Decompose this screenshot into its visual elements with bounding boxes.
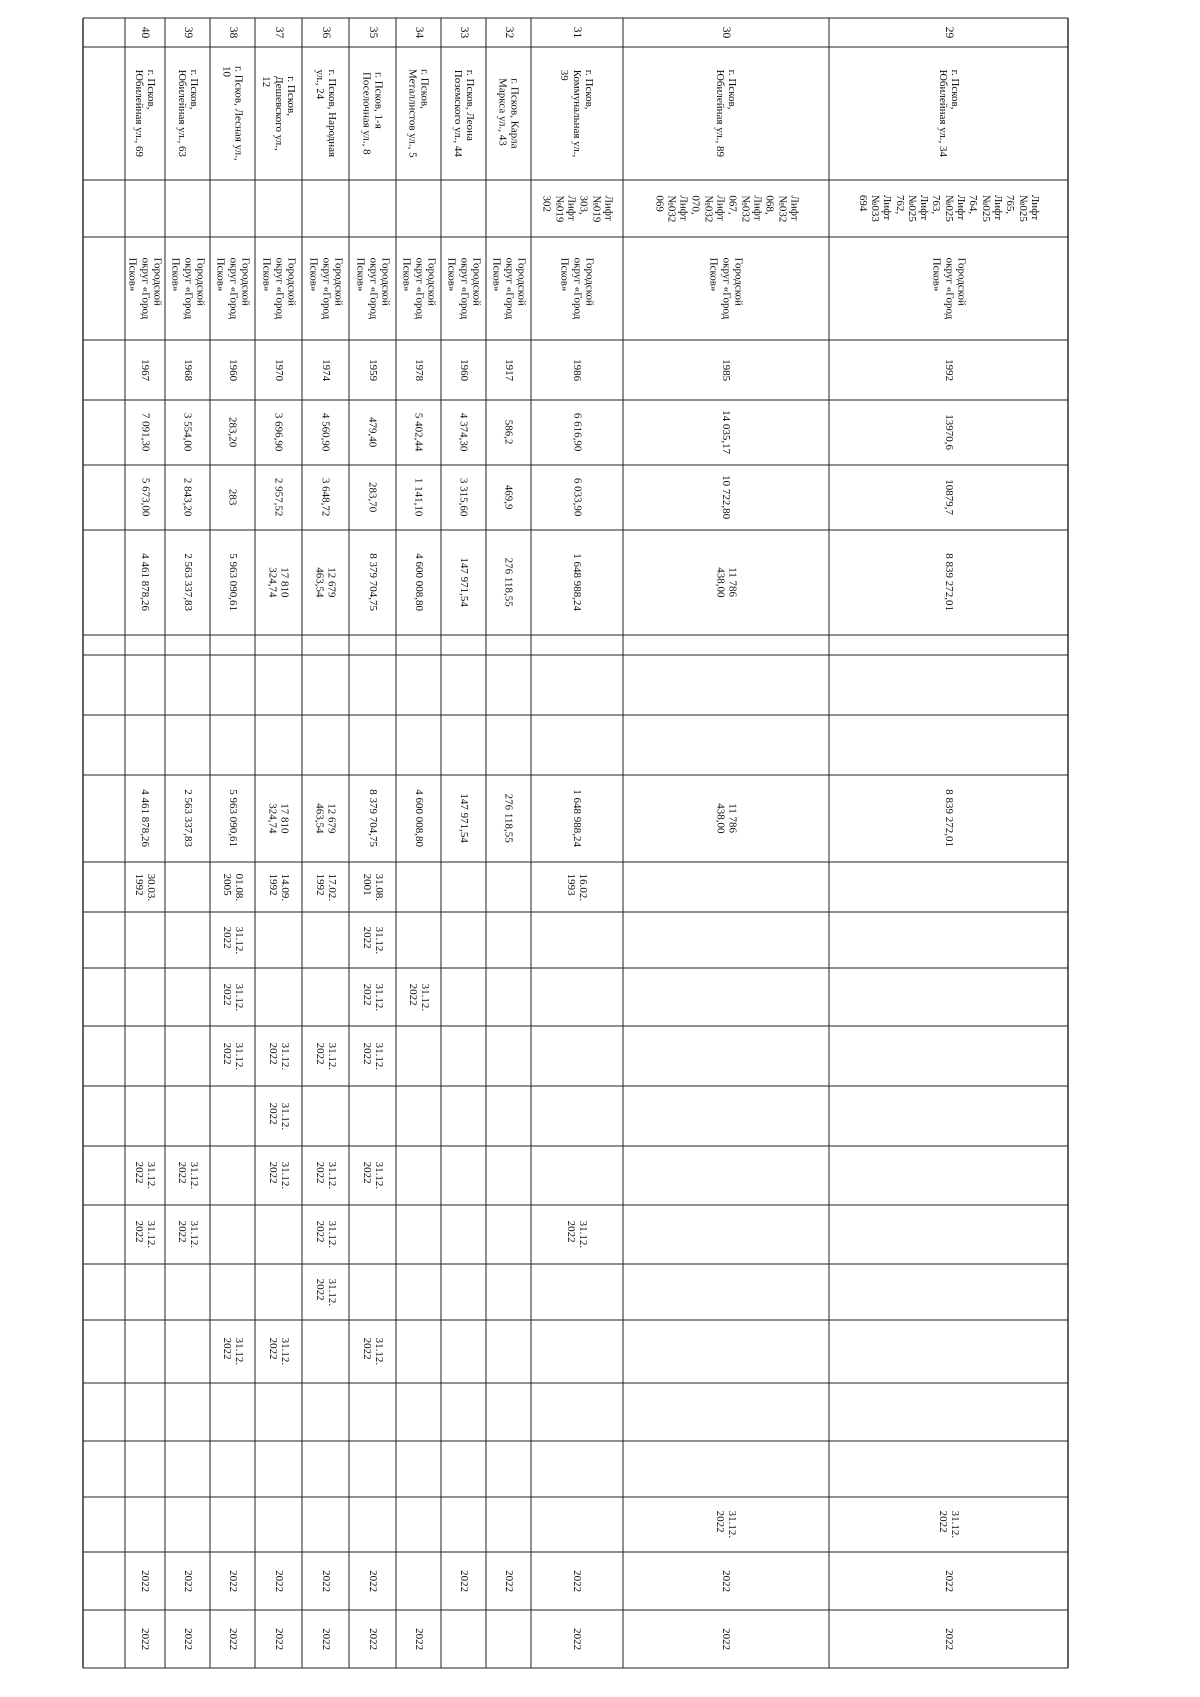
cell-text: 30.03. 1992 <box>133 873 158 901</box>
cell-text: 1 648 988,24 <box>571 553 584 612</box>
cell-text: 16.02. 1993 <box>565 873 590 901</box>
cell-text: 31.12. 2022 <box>266 1042 291 1070</box>
cell-text: 2022 <box>319 1570 332 1592</box>
cell-text: 147 971,54 <box>457 557 470 608</box>
cell-text: 10879,7 <box>942 479 955 516</box>
cell-text: 2 563 337,83 <box>181 789 194 848</box>
cell-text: г. Псков, Юбилейная ул., 69 <box>133 69 158 158</box>
cell-text: 31.12. 2022 <box>565 1220 590 1249</box>
cell-text: 34 <box>412 26 425 39</box>
cell-text: 3 696,90 <box>272 413 285 452</box>
cell-text: Городской округ «Город Псков» <box>400 257 437 320</box>
cell-text: 2022 <box>139 1570 152 1592</box>
cell-text: 2 843,20 <box>181 478 194 517</box>
cell-text: 14.09. 1992 <box>266 873 291 901</box>
cell-text: 35 <box>366 26 379 39</box>
cell-text: 31.12. 2022 <box>406 983 431 1011</box>
cell-text: 2022 <box>272 1628 285 1650</box>
cell-text: 8 839 272,01 <box>942 553 955 612</box>
cell-text: 7 091,30 <box>139 413 152 452</box>
cell-text: 31.08. 2001 <box>360 873 385 901</box>
cell-text: 3 315,60 <box>457 478 470 517</box>
cell-text: г. Псков, 1-я Поселочная ул., 8 <box>360 72 385 155</box>
cell-text: 5 963 090,61 <box>226 789 239 848</box>
cell-text: 276 118,55 <box>502 557 515 608</box>
cell-text: 12 679 463,54 <box>313 567 338 598</box>
cell-text: 2022 <box>571 1628 584 1650</box>
cell-text: 31.12. 2022 <box>220 1337 245 1366</box>
cell-text: 2022 <box>942 1628 955 1650</box>
cell-text: 31.12. 2022 <box>133 1220 158 1249</box>
cell-text: 1974 <box>319 359 332 381</box>
cell-text: 2022 <box>366 1570 379 1592</box>
cell-text: 2022 <box>181 1628 194 1650</box>
cell-text: 8 379 704,75 <box>366 789 379 848</box>
cell-text: г. Псков, Народная ул., 24 <box>313 69 338 158</box>
cell-text: 29 <box>942 26 955 39</box>
cell-text: 2022 <box>720 1628 733 1650</box>
cell-text: 31.12. 2022 <box>313 1278 338 1306</box>
cell-text: 1960 <box>226 359 239 381</box>
cell-text: 4 461 878,26 <box>139 553 152 612</box>
cell-text: 31.12. 2022 <box>313 1220 338 1249</box>
cell-text: 2022 <box>720 1570 733 1592</box>
cell-text: Городской округ «Город Псков» <box>126 257 164 320</box>
cell-text: Лифт №032 068, Лифт №032 067, Лифт №032 070, Лифт №032 069 <box>652 195 800 222</box>
cell-text: 5 402,44 <box>412 413 425 452</box>
cell-text: 13970,6 <box>942 414 955 451</box>
cell-text: Городской округ «Город Псков» <box>490 257 527 320</box>
cell-text: 4 600 008,80 <box>412 789 425 848</box>
cell-text: 31.12. 2022 <box>266 1337 291 1366</box>
cell-text: Городской округ «Город Псков» <box>445 257 482 320</box>
cell-text: 31.12. 2022 <box>220 926 245 954</box>
cell-text: 2022 <box>942 1570 955 1592</box>
cell-text: г. Псков, Лесная ул., 10 <box>220 66 245 161</box>
cell-text: 2022 <box>457 1570 470 1592</box>
cell-text: 36 <box>319 26 332 39</box>
cell-text: 2022 <box>272 1570 285 1592</box>
cell-text: 283 <box>226 489 239 506</box>
cell-text: Городской округ «Город Псков» <box>558 257 596 320</box>
cell-text: 2022 <box>502 1570 515 1592</box>
cell-text: 11 786 438,00 <box>714 803 739 834</box>
cell-text: Городской округ «Город Псков» <box>169 257 206 320</box>
cell-text: 2022 <box>181 1570 194 1592</box>
cell-text: 586,2 <box>502 420 515 445</box>
cell-text: 17.02. 1992 <box>313 873 338 901</box>
cell-text: Городской округ «Город Псков» <box>307 257 344 320</box>
cell-text: 1967 <box>139 359 152 381</box>
cell-text: 1986 <box>571 359 584 381</box>
cell-text: Городской округ «Город Псков» <box>707 257 745 320</box>
cell-text: 2022 <box>366 1628 379 1650</box>
cell-text: г. Псков, Леона Поземского ул., 44 <box>451 69 476 158</box>
cell-text: 31.12. 2022 <box>266 1161 291 1190</box>
cell-text: 1968 <box>181 359 194 381</box>
cell-text: 31.12. 2022 <box>313 1161 338 1190</box>
cell-text: 3 648,72 <box>319 478 332 517</box>
cell-text: 1970 <box>272 359 285 381</box>
cell-text: г. Псков, Юбилейная ул., 34 <box>936 69 961 158</box>
cell-text: г. Псков, Юбилейная ул., 63 <box>175 69 200 158</box>
cell-text: 31 <box>571 26 584 39</box>
cell-text: 2022 <box>226 1570 239 1592</box>
cell-text: 1985 <box>720 359 733 381</box>
cell-text: 283,20 <box>226 417 239 448</box>
cell-text: 1960 <box>457 359 470 381</box>
cell-text: г. Псков, Юбилейная ул., 89 <box>713 69 739 158</box>
cell-text: 4 600 008,80 <box>412 553 425 612</box>
cell-text: 31.12. 2022 <box>360 926 385 954</box>
cell-text: 5 963 090,61 <box>226 553 239 612</box>
cell-text: 31.12. 2022 <box>220 1042 245 1070</box>
cell-text: 1 648 988,24 <box>571 789 584 848</box>
cell-text: Лифт №019 303, Лифт №019 302 <box>540 195 614 222</box>
cell-text: 31.12. 2022 <box>266 1102 291 1130</box>
cell-text: Городской округ «Город Псков» <box>930 257 967 320</box>
cell-text: 3 554,00 <box>181 413 194 452</box>
cell-text: 2 563 337,83 <box>181 553 194 612</box>
cell-text: 283,70 <box>366 482 379 513</box>
cell-text: 2 957,52 <box>272 478 285 517</box>
cell-text: 31.12. 2022 <box>220 983 245 1011</box>
cell-text: 1 141,10 <box>412 478 425 517</box>
cell-text: 39 <box>181 26 194 39</box>
cell-text: 31.12. 2022 <box>714 1510 739 1539</box>
cell-text: г. Псков, Карла Маркса ул., 43 <box>496 78 521 149</box>
cell-text: 2022 <box>226 1628 239 1650</box>
cell-text: 4 374,30 <box>457 413 470 452</box>
cell-text: г. Псков, Коммунальная ул., 39 <box>558 69 596 158</box>
cell-text: 31.12. 2022 <box>360 1337 385 1366</box>
cell-text: 31.12. 2022 <box>313 1042 338 1070</box>
cell-text: 6 033,90 <box>571 478 584 517</box>
cell-text: 31.12. 2022 <box>133 1161 158 1190</box>
cell-text: 10 722,80 <box>720 475 733 520</box>
cell-text: 31.12. 2022 <box>360 1042 385 1070</box>
cell-text: 147 971,54 <box>457 793 470 844</box>
cell-text: г. Псков, Дешевского ул., 12 <box>260 76 297 151</box>
cell-text: 37 <box>272 26 285 39</box>
cell-text: 31.12. 2022 <box>360 1161 385 1190</box>
cell-text: 11 786 438,00 <box>714 567 739 598</box>
cell-text: 1992 <box>942 359 955 381</box>
cell-text: 1917 <box>502 359 515 381</box>
cell-text: 5 673,00 <box>139 478 152 517</box>
cell-text: 01.08. 2005 <box>220 873 245 901</box>
cell-text: 31.12. 2022 <box>360 983 385 1011</box>
cell-text: 1978 <box>412 359 425 381</box>
cell-text: 6 616,90 <box>571 413 584 452</box>
cell-text: Городской округ «Город Псков» <box>354 257 391 320</box>
cell-text: 4 560,90 <box>319 413 332 452</box>
cell-text: 40 <box>139 26 152 39</box>
cell-text: 2022 <box>319 1628 332 1650</box>
cell-text: 479,40 <box>366 417 379 448</box>
cell-text: 2022 <box>139 1628 152 1650</box>
cell-text: 8 379 704,75 <box>366 553 379 612</box>
cell-text: 32 <box>502 26 515 39</box>
cell-text: 4 461 878,26 <box>139 789 152 848</box>
cell-text: 30 <box>720 26 733 39</box>
cell-text: 17 810 324,74 <box>266 567 291 598</box>
cell-text: 17 810 324,74 <box>266 803 291 834</box>
cell-text: 469,9 <box>502 485 515 510</box>
cell-text: 1959 <box>366 359 379 381</box>
cell-text: 31.12. 2022 <box>175 1161 200 1190</box>
cell-text: 38 <box>226 26 239 39</box>
cell-text: 33 <box>457 26 470 39</box>
cell-text: 14 035,17 <box>720 410 733 455</box>
cell-text: 31.12. 2022 <box>936 1510 961 1539</box>
cell-text: Городской округ «Город Псков» <box>214 257 251 320</box>
cell-text: г. Псков, Металлистов ул., 5 <box>406 69 431 158</box>
cell-text: Лифт №025 765, Лифт №025 764, Лифт №025 763, Лифт №025 762, Лифт №033 694 <box>856 195 1041 222</box>
cell-text: 2022 <box>571 1570 584 1592</box>
cell-text: 276 118,55 <box>502 793 515 844</box>
cell-text: 31.12. 2022 <box>175 1220 200 1249</box>
cell-text: 2022 <box>412 1628 425 1650</box>
cell-text: Городской округ «Город Псков» <box>260 257 297 320</box>
cell-text: 12 679 463,54 <box>313 803 338 834</box>
cell-text: 8 839 272,01 <box>942 789 955 848</box>
